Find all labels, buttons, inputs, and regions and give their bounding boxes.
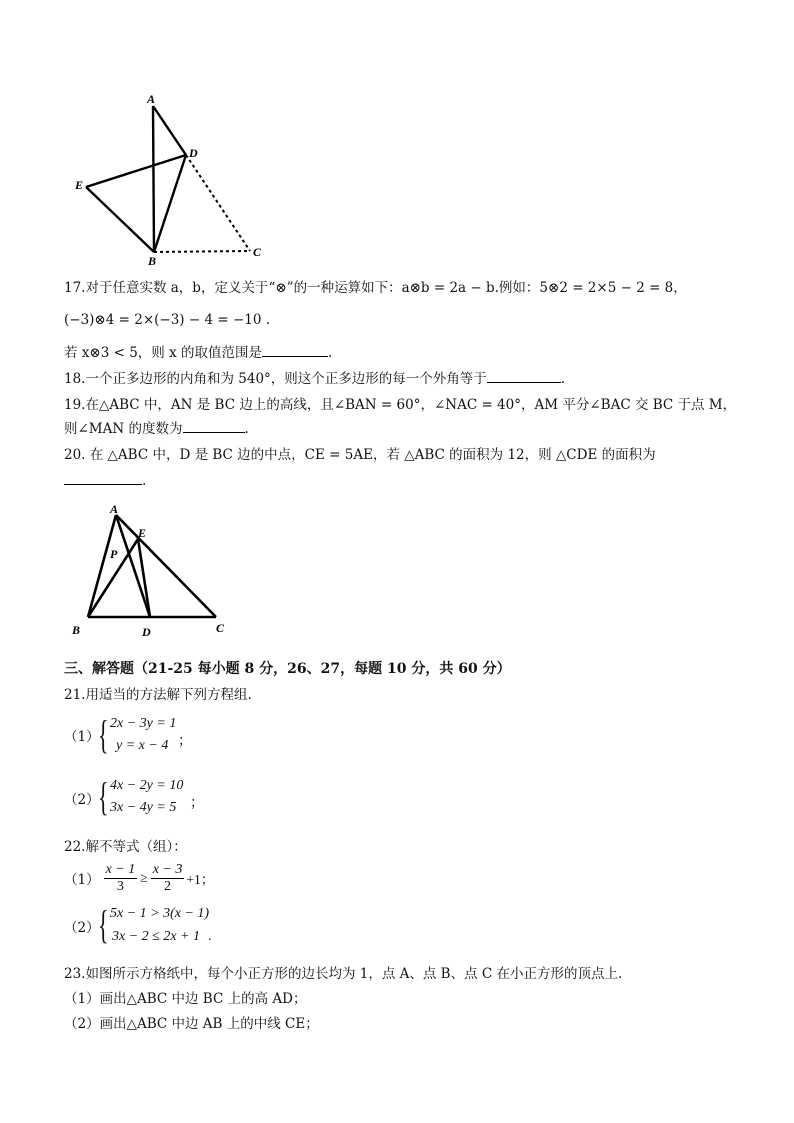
q22-frac2-denominator: 2 xyxy=(164,878,172,894)
fig2-label-A: A xyxy=(110,502,119,516)
fig2-label-D: D xyxy=(142,625,151,639)
q20-line-1: 20. 在 △ABC 中，D 是 BC 边的中点，CE = 5AE，若 △ABC 的面积为 12，则 △CDE 的面积为 xyxy=(64,447,656,463)
q20-answer-blank[interactable] xyxy=(64,472,142,485)
q21-part1-eq2: y = x − 4 xyxy=(116,738,169,753)
fig1-segment-ED xyxy=(86,155,186,187)
fig1-label-B: B xyxy=(148,254,157,268)
fig1-label-A: A xyxy=(147,92,156,106)
q17-answer-blank[interactable] xyxy=(262,344,328,357)
q23-part1: （1）画出△ABC 中边 BC 上的高 AD； xyxy=(64,991,307,1007)
q21-part2-eq1: 4x − 2y = 10 xyxy=(110,778,184,793)
q22-part2-label: （2） xyxy=(64,920,100,936)
fig1-segment-DC-dashed xyxy=(186,155,250,251)
q22-frac2-numerator: x − 3 xyxy=(152,861,183,877)
q22-part1 xyxy=(64,860,214,896)
fig1-segment-AB xyxy=(153,106,154,252)
q18-line xyxy=(64,370,565,388)
q19-line-1: 19.在△ABC 中，AN 是 BC 边上的高线，且∠BAN = 60°，∠NAC = 40°，AM 平分∠BAC 交 BC 于点 M， xyxy=(64,397,737,413)
fig2-segment-AC xyxy=(116,515,216,617)
q17-period: . xyxy=(327,345,333,361)
q21-part1-brace: { xyxy=(98,712,109,757)
fig1-label-E: E xyxy=(75,178,84,192)
q19-line-2 xyxy=(64,420,249,438)
fig1-segment-AD xyxy=(153,106,186,155)
q17-question: 若 x⊗3 < 5，则 x 的取值范围是 xyxy=(64,345,262,361)
q22-part2-end: . xyxy=(208,929,212,944)
q22-stem: 22.解不等式（组）： xyxy=(64,839,187,855)
q21-part2-end: ； xyxy=(190,796,204,811)
q22-part1-fraction-2 xyxy=(151,862,185,895)
q22-part1-label: （1） xyxy=(64,872,100,888)
q19-period: . xyxy=(244,421,249,437)
q19-answer-blank[interactable] xyxy=(183,420,245,433)
q17-line-3 xyxy=(64,344,332,362)
q20-period: . xyxy=(142,473,147,489)
fig2-segment-AB xyxy=(88,515,116,617)
figure-1-triangle xyxy=(70,88,270,268)
q18-answer-blank[interactable] xyxy=(487,370,561,383)
q21-part1-end: ； xyxy=(178,734,192,749)
q18-question: 18.一个正多边形的内角和为 540°，则这个正多边形的每一个外角等于 xyxy=(64,371,487,387)
q21-part1-eq1: 2x − 3y = 1 xyxy=(110,716,177,731)
q22-part2-eq2: 3x − 2 ≤ 2x + 1 xyxy=(112,929,201,944)
q22-part1-tail: +1； xyxy=(186,872,215,887)
q21-part2-brace: { xyxy=(98,774,109,819)
fig2-label-B: B xyxy=(72,623,81,637)
section-3-title: 三、解答题（21-25 每小题 8 分，26、27，每题 10 分，共 60 分） xyxy=(64,661,511,677)
q21-part1-label: （1） xyxy=(64,729,100,745)
q20-line-2 xyxy=(64,472,146,490)
q22-part1-sign: ≥ xyxy=(140,870,148,885)
fig2-label-C: C xyxy=(216,621,225,635)
q21-part2-eq2: 3x − 4y = 5 xyxy=(110,800,177,815)
q22-part1-fraction-1 xyxy=(104,862,138,895)
fig1-label-D: D xyxy=(189,146,198,160)
fig1-label-C: C xyxy=(253,245,262,259)
q22-frac1-numerator: x − 1 xyxy=(105,861,136,877)
q22-part2-brace: { xyxy=(98,902,109,947)
fig2-label-E: E xyxy=(138,526,147,540)
q19-question: 则∠MAN 的度数为 xyxy=(64,421,183,437)
fig2-segment-ED xyxy=(138,539,150,617)
q17-line-2: (−3)⊗4 = 2×(−3) − 4 = −10 . xyxy=(64,312,271,328)
q21-stem: 21.用适当的方法解下列方程组. xyxy=(64,687,252,703)
q22-frac1-denominator: 3 xyxy=(116,878,124,894)
q18-period: . xyxy=(560,371,566,387)
q21-part2-label: （2） xyxy=(64,792,100,808)
fig2-label-P: P xyxy=(110,547,118,561)
q23-stem: 23.如图所示方格纸中，每个小正方形的边长均为 1，点 A、点 B、点 C 在小正方形的顶点上. xyxy=(64,966,623,982)
q23-part2: （2）画出△ABC 中边 AB 上的中线 CE； xyxy=(64,1016,319,1032)
fig1-segment-EB xyxy=(86,187,154,252)
fig1-segment-DB xyxy=(154,155,186,252)
q22-part2-eq1: 5x − 1 > 3(x − 1) xyxy=(110,906,210,921)
figure-2-triangle xyxy=(66,500,246,642)
fig1-segment-BC-dashed xyxy=(154,251,250,252)
q17-line-1: 17.对于任意实数 a，b，定义关于“⊗”的一种运算如下：a⊗b = 2a − b.例如：5⊗2 = 2×5 − 2 = 8， xyxy=(64,280,687,296)
